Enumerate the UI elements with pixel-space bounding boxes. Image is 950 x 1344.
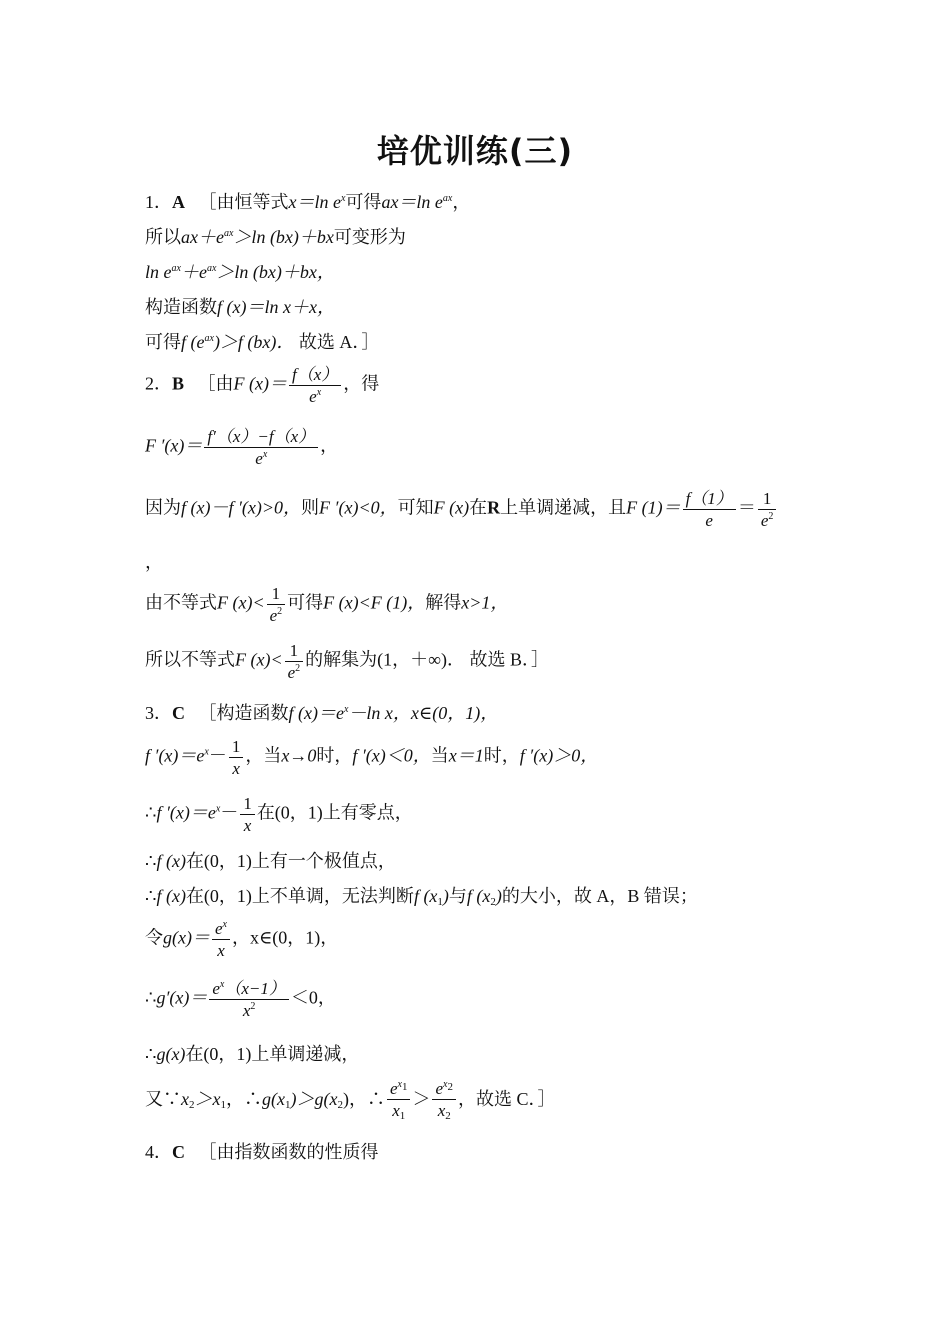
- fraction-one-over-x: $\frac{1}{x}$: [240, 795, 255, 834]
- q3-line-9: 又$\because x_2>x_1$，$\therefore g(x_1)>g(x_2)$，∴ $\frac{e^{x_1}}{x_1}$ ＞ $\frac{e^{x_2}}{x_2}$ ，故选 C．］: [145, 1079, 556, 1122]
- q1-line-4: 构造函数f (x)＝ln x＋x，: [145, 297, 335, 317]
- q2-line-5: 所以不等式F (x)< $\frac{1}{e^2}$ 的解集为(1，＋∞)． 故选 B．］: [145, 641, 550, 682]
- q1-line-3: $\ln e^{ax}+e^{ax}>\ln$ (bx)＋bx，: [145, 262, 335, 282]
- q2-answer: B: [172, 373, 185, 394]
- q3-line-3: ∴f $'(x)=e^x-$ $\frac{1}{x}$ 在(0，1)上有零点，: [145, 794, 413, 835]
- q4-answer: C: [172, 1142, 185, 1162]
- fraction-derivative: $\frac{f'(x)-f(x)}{e^x}$: [204, 428, 318, 467]
- fraction-one-over-e2: $\frac{1}{e^2}$: [758, 490, 777, 529]
- fraction-ex1-over-x1: $\frac{e^{x_1}}{x_1}$: [387, 1080, 411, 1122]
- q2-line-4: 由不等式F (x)< $\frac{1}{e^2}$ 可得F (x)<F (1)，解得x>1，: [145, 584, 509, 625]
- fraction-one-over-x: $\frac{1}{x}$: [229, 738, 244, 777]
- fraction-f1-over-e: $\frac{f(1)}{e}$: [683, 490, 736, 529]
- q1-line-1: 1．A ［由恒等式x＝ln $e^x$可得ax＝ln $e^{ax}$，: [145, 192, 471, 212]
- q2-line-2: F ′(x)＝ $\frac{f'(x)-f(x)}{e^x}$ ，: [145, 427, 339, 468]
- q4-line-1: 4．C ［由指数函数的性质得: [145, 1142, 379, 1162]
- fraction-ex-over-x: $\frac{e^x}{x}$: [212, 920, 230, 959]
- q3-line-8: ∴g(x)在(0，1)上单调递减，: [145, 1044, 360, 1064]
- q3-line-4: ∴f (x)在(0，1)上有一个极值点，: [145, 851, 396, 871]
- q1-answer: A: [172, 192, 185, 212]
- q2-line-1: 2．B ［由F (x)＝ $\frac{f(x)}{e^x}$ ，得: [145, 365, 380, 406]
- page-title: 培优训练(三): [376, 132, 574, 170]
- q1-line-2: 所以$ax+e^{ax}>\ln$ (bx)＋bx可变形为: [145, 227, 406, 247]
- q3-line-1: 3．C ［构造函数f $(x)=e^x-\ln$ x，x∈(0，1)，: [145, 703, 499, 723]
- fraction-one-over-e2: $\frac{1}{e^2}$: [267, 585, 286, 624]
- q3-line-7: ∴g′(x)＝ $\frac{e^x(x-1)}{x^2}$ ＜0，: [145, 979, 336, 1020]
- fraction-one-over-e2: $\frac{1}{e^2}$: [285, 642, 304, 681]
- fraction-ex2-over-x2: $\frac{e^{x_2}}{x_2}$: [432, 1080, 456, 1122]
- q3-line-2: f $'(x)=e^x-$ $\frac{1}{x}$ ，当x→0时，f ′(x)＜0，当x＝1时，f ′(x)＞0，: [145, 737, 599, 778]
- fraction-g-derivative: $\frac{e^x(x-1)}{x^2}$: [209, 980, 289, 1019]
- q2-line-3: 因为f (x)－f ′(x)>0，则F ′(x)<0，可知F (x)在R上单调递减，且F (1)＝ $\frac{f(1)}{e}$ ＝ $\frac{1}{e^2}$: [145, 490, 778, 529]
- q3-answer: C: [172, 703, 185, 723]
- q3-line-6: 令g(x)＝ $\frac{e^x}{x}$ ，x∈(0，1)，: [145, 919, 339, 960]
- q1-line-5: 可得f $(e^{ax})>f$ (bx)． 故选 A．］: [145, 332, 380, 352]
- fraction-fx-over-ex: $\frac{f(x)}{e^x}$: [289, 366, 341, 405]
- q2-line-comma: ，: [145, 552, 163, 572]
- q3-line-5: ∴f (x)在(0，1)上不单调，无法判断f $(x_1)$与f $(x_2)$的大小，故 A，B 错误；: [145, 886, 698, 908]
